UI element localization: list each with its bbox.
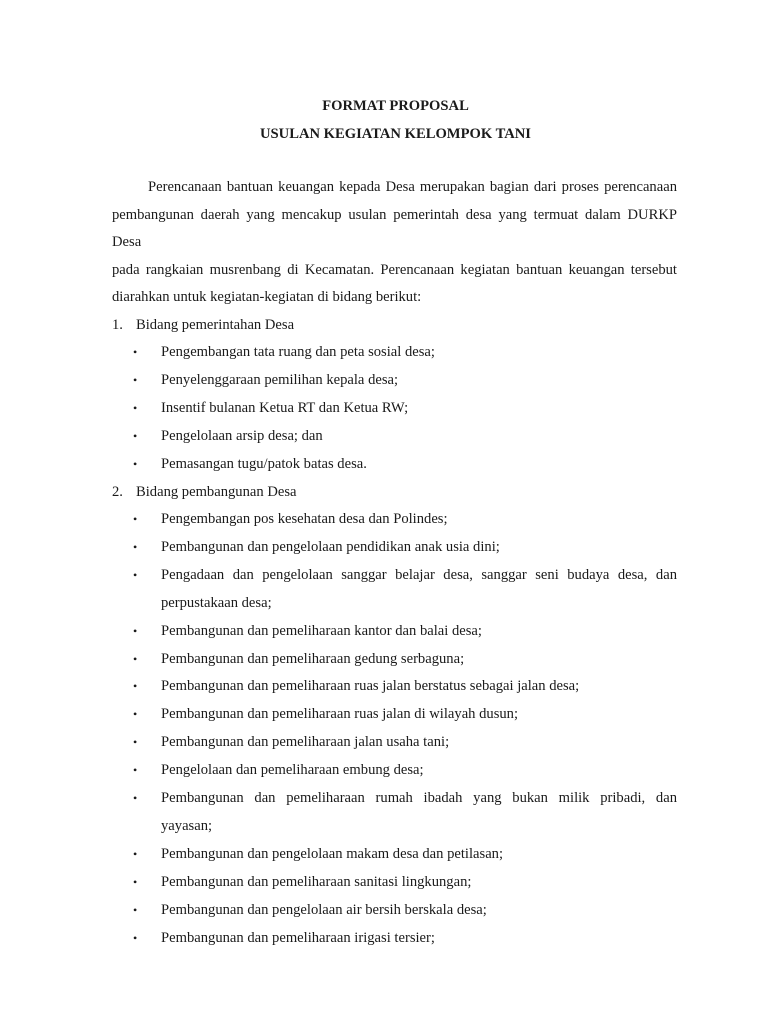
- list-item-text-continued: yayasan;: [161, 818, 213, 834]
- list-item-text: Pembangunan dan pemeliharaan rumah ibadah yang bukan milik pribadi, dan: [161, 790, 677, 807]
- section-pembangunan: [112, 479, 677, 953]
- list-item-text: Pembangunan dan pemeliharaan sanitasi lingkungan;: [161, 873, 472, 890]
- bullet-icon: •: [133, 791, 138, 806]
- section-number: 2.: [112, 483, 123, 500]
- list-item: [112, 367, 677, 395]
- list-item: [112, 785, 677, 841]
- intro-paragraph: [112, 174, 677, 312]
- bullet-icon: •: [133, 512, 138, 527]
- bullet-icon: •: [133, 679, 138, 694]
- bullet-icon: •: [133, 930, 138, 945]
- list-item-text: Pembangunan dan pemeliharaan kantor dan balai desa;: [161, 622, 482, 639]
- list-item: [112, 757, 677, 785]
- bullet-icon: •: [133, 902, 138, 917]
- list-item: [112, 925, 677, 953]
- list-item-text: Pembangunan dan pemeliharaan ruas jalan di wilayah dusun;: [161, 706, 519, 723]
- list-item-text: Pengadaan dan pengelolaan sanggar belajar desa, sanggar seni budaya desa, dan: [161, 566, 677, 583]
- list-item: [112, 506, 677, 534]
- section-number: 1.: [112, 316, 123, 333]
- intro-line: diarahkan untuk kegiatan-kegiatan di bidang berikut:: [112, 289, 422, 305]
- list-item: [112, 618, 677, 646]
- intro-line: pembangunan daerah yang mencakup usulan pemerintah desa yang termuat dalam DURKP Desa: [112, 206, 677, 250]
- bullet-icon: •: [133, 846, 138, 861]
- bullet-list: [112, 506, 677, 953]
- list-item: [112, 897, 677, 925]
- list-item-text: Pengembangan pos kesehatan desa dan Polindes;: [161, 511, 448, 528]
- intro-line: pada rangkaian musrenbang di Kecamatan. Perencanaan kegiatan bantuan keuangan tersebut: [112, 261, 677, 278]
- list-item-text: Pengembangan tata ruang dan peta sosial desa;: [161, 344, 435, 360]
- bullet-icon: •: [133, 763, 138, 778]
- list-item-text-continued: perpustakaan desa;: [161, 594, 272, 611]
- list-item: [112, 729, 677, 757]
- list-item-text: Pengelolaan arsip desa; dan: [161, 427, 323, 444]
- bullet-icon: •: [133, 623, 138, 638]
- list-item-text: Pembangunan dan pemeliharaan gedung serbaguna;: [161, 650, 465, 667]
- bullet-icon: •: [133, 651, 138, 666]
- bullet-icon: •: [133, 400, 138, 415]
- document-title-line-1: FORMAT PROPOSAL: [322, 98, 469, 114]
- section-title: Bidang pembangunan Desa: [136, 483, 297, 500]
- bullet-icon: •: [133, 567, 138, 582]
- list-item: [112, 701, 677, 729]
- section-pemerintahan: [112, 312, 677, 479]
- bullet-icon: •: [133, 874, 138, 889]
- bullet-icon: •: [133, 456, 138, 471]
- list-item-text: Pembangunan dan pengelolaan makam desa dan petilasan;: [161, 845, 504, 862]
- list-item: [112, 339, 677, 367]
- bullet-icon: •: [133, 539, 138, 554]
- list-item-text: Pembangunan dan pemeliharaan ruas jalan berstatus sebagai jalan desa;: [161, 678, 580, 695]
- intro-line: Perencanaan bantuan keuangan kepada Desa merupakan bagian dari proses perencanaan: [148, 179, 677, 195]
- bullet-icon: •: [133, 428, 138, 443]
- list-item-text: Pemasangan tugu/patok batas desa.: [161, 455, 367, 472]
- list-item-text: Pembangunan dan pengelolaan pendidikan anak usia dini;: [161, 538, 500, 555]
- list-item: [112, 395, 677, 423]
- list-item-text: Insentif bulanan Ketua RT dan Ketua RW;: [161, 399, 409, 416]
- list-item: [112, 869, 677, 897]
- section-heading: [112, 479, 677, 507]
- bullet-icon: •: [133, 345, 138, 359]
- section-title: Bidang pemerintahan Desa: [136, 316, 295, 333]
- list-item: [112, 534, 677, 562]
- list-item: [112, 841, 677, 869]
- bullet-icon: •: [133, 735, 138, 750]
- list-item: [112, 646, 677, 674]
- list-item: [112, 673, 677, 701]
- list-item-text: Pembangunan dan pengelolaan air bersih berskala desa;: [161, 901, 487, 918]
- document-title-line-2: USULAN KEGIATAN KELOMPOK TANI: [260, 126, 531, 142]
- bullet-list: [112, 339, 677, 479]
- bullet-icon: •: [133, 707, 138, 722]
- section-heading: [112, 312, 677, 340]
- list-item-text: Pembangunan dan pemeliharaan jalan usaha tani;: [161, 734, 450, 751]
- list-item: [112, 423, 677, 451]
- bullet-icon: •: [133, 372, 138, 387]
- list-item-text: Pengelolaan dan pemeliharaan embung desa;: [161, 762, 424, 779]
- list-item: [112, 562, 677, 618]
- list-item: [112, 451, 677, 479]
- list-item-text: Penyelenggaraan pemilihan kepala desa;: [161, 371, 399, 388]
- list-item-text: Pembangunan dan pemeliharaan irigasi tersier;: [161, 929, 435, 946]
